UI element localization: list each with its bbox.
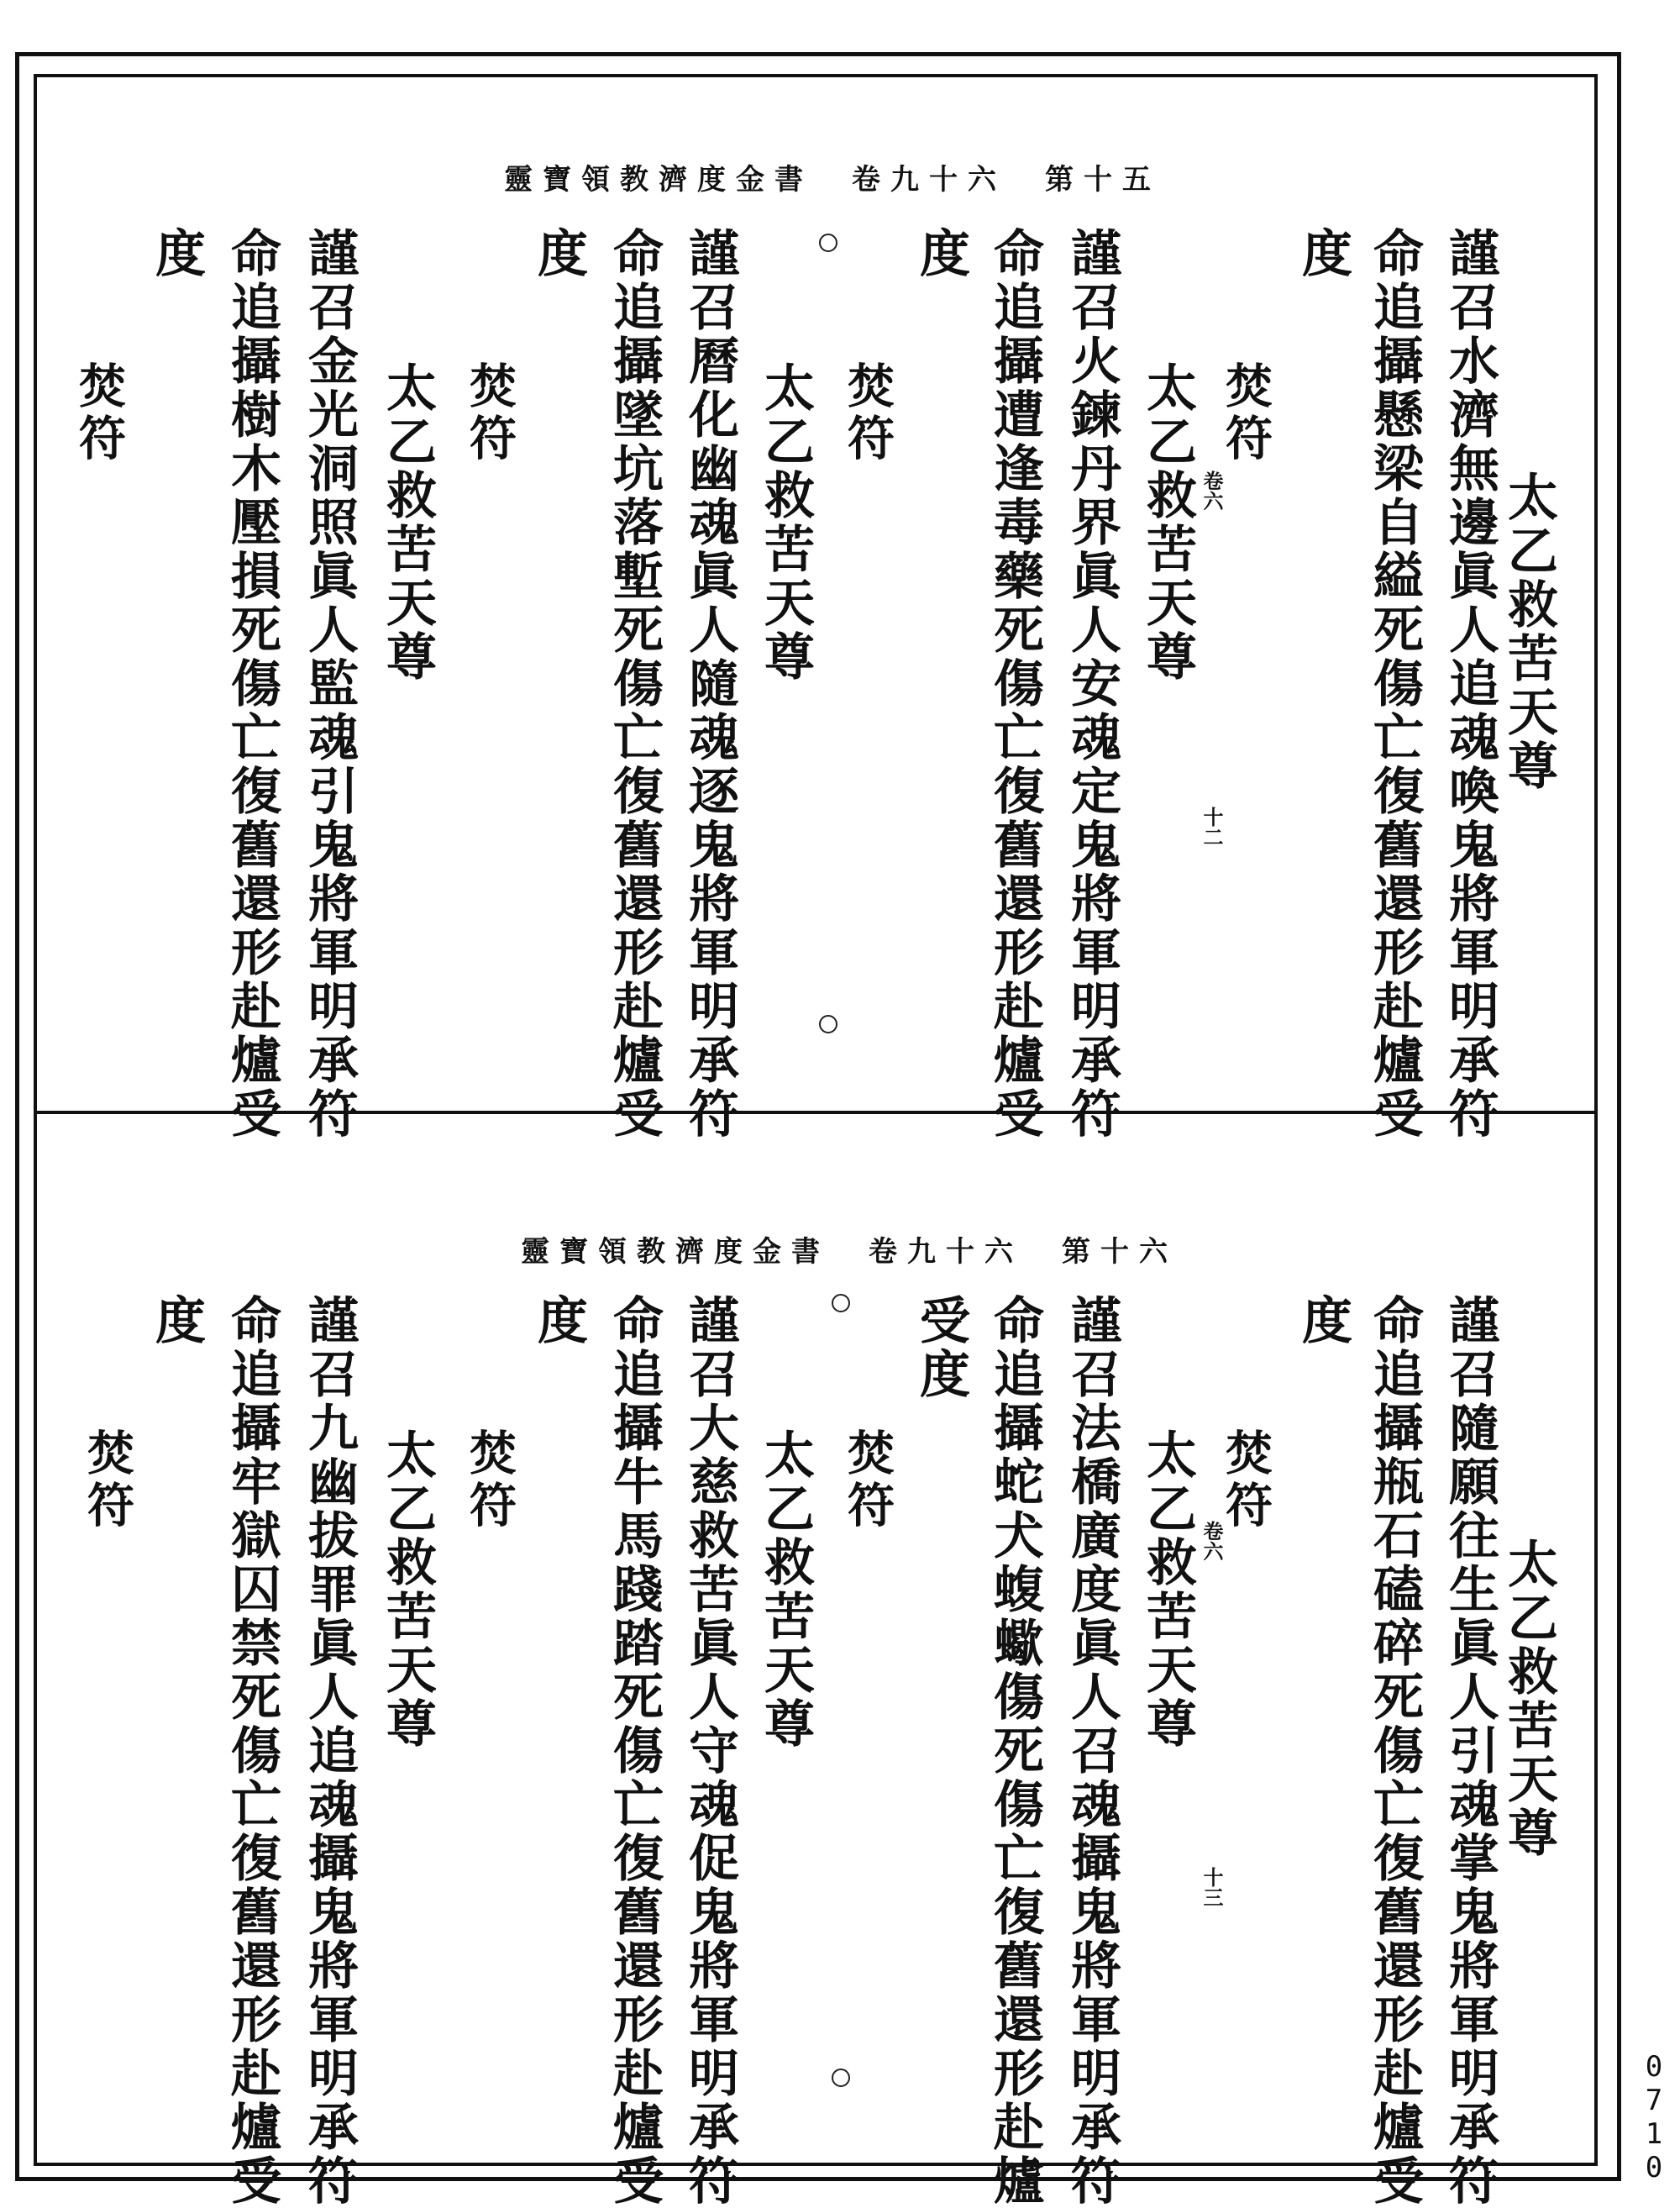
upper-col-14: 度 bbox=[529, 227, 588, 281]
upper-margin-note-1: 卷六 bbox=[1200, 471, 1224, 511]
upper-margin-note-2: 十二 bbox=[1200, 807, 1224, 847]
lower-col-7: 謹召法橋廣度眞人召魂攝鬼將軍明承符 bbox=[1063, 1294, 1121, 2208]
lower-margin-note-2: 十三 bbox=[1200, 1867, 1224, 1907]
lower-col-18: 命追攝牢獄囚禁死傷亡復舊還形赴爐受 bbox=[223, 1294, 281, 2208]
upper-col-5: 焚符 bbox=[1218, 361, 1273, 465]
upper-col-18: 命追攝樹木壓損死傷亡復舊還形赴爐受 bbox=[223, 227, 281, 1141]
upper-col-3: 命追攝懸梁自縊死傷亡復舊還形赴爐受 bbox=[1365, 227, 1424, 1141]
lower-circle-bottom bbox=[832, 2069, 850, 2087]
upper-circle-top bbox=[819, 234, 837, 252]
lower-col-1: 太乙救苦天尊 bbox=[1499, 1538, 1558, 1860]
upper-col-9: 度 bbox=[911, 227, 970, 281]
upper-header: 靈寶領教濟度金書 卷九十六 第十五 bbox=[504, 163, 1161, 197]
upper-col-2: 謹召水濟無邊眞人追魂喚鬼將軍明承符 bbox=[1441, 227, 1499, 1141]
lower-col-11: 太乙救苦天尊 bbox=[756, 1428, 815, 1751]
upper-col-15: 焚符 bbox=[462, 361, 517, 465]
lower-col-19: 度 bbox=[147, 1294, 206, 1348]
lower-col-12: 謹召大慈救苦眞人守魂促鬼將軍明承符 bbox=[680, 1294, 739, 2208]
upper-col-1: 太乙救苦天尊 bbox=[1499, 471, 1558, 793]
upper-col-6: 太乙救苦天尊 bbox=[1138, 361, 1197, 684]
upper-col-4: 度 bbox=[1294, 227, 1352, 281]
upper-col-17: 謹召金光洞照眞人監魂引鬼將軍明承符 bbox=[300, 227, 359, 1141]
lower-col-2: 謹召隨願往生眞人引魂掌鬼將軍明承符 bbox=[1441, 1294, 1499, 2208]
upper-col-10: 焚符 bbox=[840, 361, 895, 465]
upper-col-11: 太乙救苦天尊 bbox=[756, 361, 815, 684]
lower-col-5: 焚符 bbox=[1218, 1428, 1273, 1532]
lower-col-17: 謹召九幽拔罪眞人追魂攝鬼將軍明承符 bbox=[300, 1294, 359, 2208]
upper-col-7: 謹召火鍊丹界眞人安魂定鬼將軍明承符 bbox=[1063, 227, 1121, 1141]
lower-col-16: 太乙救苦天尊 bbox=[378, 1428, 437, 1751]
lower-col-8: 命追攝蛇犬蝮蠍傷死傷亡復舊還形赴爐 bbox=[985, 1294, 1044, 2208]
upper-col-16: 太乙救苦天尊 bbox=[378, 361, 437, 684]
lower-header: 靈寶領教濟度金書 卷九十六 第十六 bbox=[521, 1235, 1178, 1269]
upper-circle-bottom bbox=[819, 1015, 837, 1033]
upper-col-12: 謹召曆化幽魂眞人隨魂逐鬼將軍明承符 bbox=[680, 227, 739, 1141]
lower-circle-top bbox=[832, 1294, 850, 1312]
lower-col-13: 命追攝牛馬踐踏死傷亡復舊還形赴爐受 bbox=[605, 1294, 664, 2208]
lower-col-6: 太乙救苦天尊 bbox=[1138, 1428, 1197, 1751]
upper-col-13: 命追攝墜坑落塹死傷亡復舊還形赴爐受 bbox=[605, 227, 664, 1141]
upper-col-8: 命追攝遭逢毒藥死傷亡復舊還形赴爐受 bbox=[985, 227, 1044, 1141]
lower-col-14: 度 bbox=[529, 1294, 588, 1348]
lower-margin-note-1: 卷六 bbox=[1200, 1521, 1224, 1561]
lower-col-4: 度 bbox=[1294, 1294, 1352, 1348]
lower-col-10: 焚符 bbox=[840, 1428, 895, 1532]
lower-col-20: 焚符 bbox=[80, 1428, 135, 1532]
lower-col-3: 命追攝瓶石磕碎死傷亡復舊還形赴爐受 bbox=[1365, 1294, 1424, 2208]
upper-col-19: 度 bbox=[147, 227, 206, 281]
upper-col-20: 焚符 bbox=[71, 361, 127, 465]
page-number: 0710 bbox=[1637, 2050, 1671, 2184]
lower-col-15: 焚符 bbox=[462, 1428, 517, 1532]
lower-col-9: 受度 bbox=[911, 1294, 970, 1401]
